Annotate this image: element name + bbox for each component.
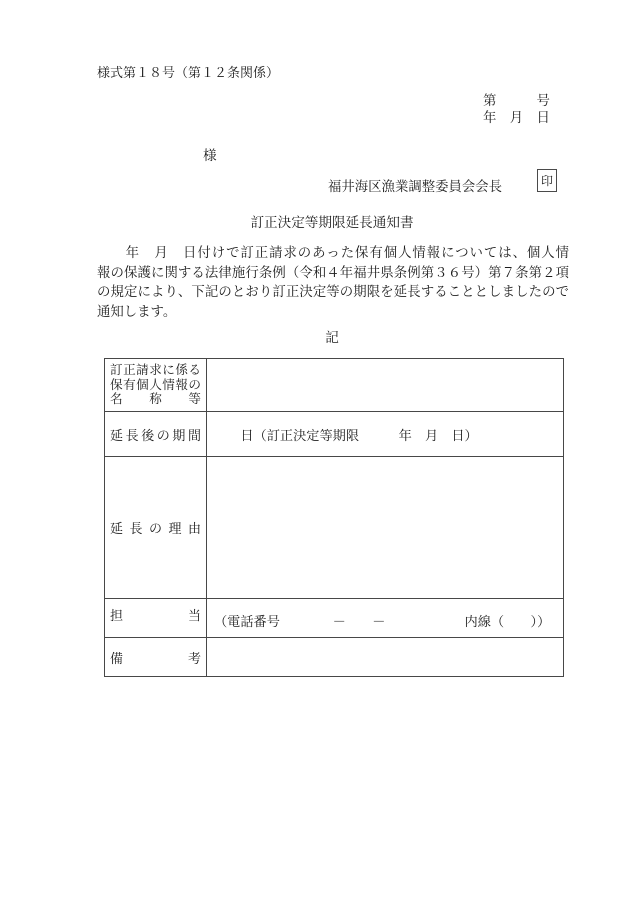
value-cell-extension-reason: [207, 456, 563, 598]
value-cell-extended-period: 日（訂正決定等期限 年 月 日）: [207, 411, 563, 456]
label-cell-extended-period: [105, 411, 207, 456]
body-line-4: 通知します。: [97, 304, 177, 320]
body-paragraph: [97, 243, 569, 322]
value-cell-remarks: [207, 637, 563, 676]
body-line-1: 年 月 日付けで訂正請求のあった保有個人情報については、個人情: [97, 245, 569, 260]
body-line-3: の規定により、下記のとおり訂正決定等の期限を延長することとしましたので: [97, 284, 569, 300]
form-number: 様式第１８号（第１２条関係）: [97, 65, 280, 80]
document-number-line: 第 号: [483, 93, 550, 108]
label-line: 延長後の期間: [110, 427, 201, 443]
label-line: 保有個人情報の: [110, 377, 201, 392]
value-cell-contact-phone: （電話番号 － － 内線（ ））: [207, 598, 563, 637]
label-cell-subject-name: [105, 359, 207, 411]
sender-title: 福井海区漁業調整委員会会長: [328, 179, 503, 194]
label-line: 担当: [110, 608, 201, 623]
record-marker: 記: [325, 330, 339, 345]
seal-stamp-label: 印: [540, 174, 553, 188]
label-line: 延長の理由: [110, 521, 201, 536]
value-cell-subject-name: [207, 359, 563, 411]
label-line: 訂正請求に係る: [110, 363, 201, 377]
label-cell-contact: [105, 598, 207, 637]
seal-box: [537, 169, 557, 192]
label-cell-extension-reason: [105, 456, 207, 598]
issue-date-line: 年 月 日: [483, 110, 550, 125]
label-cell-remarks: [105, 637, 207, 676]
label-line: 備考: [110, 650, 201, 666]
body-line-2: 報の保護に関する法律施行条例（令和４年福井県条例第３６号）第７条第２項: [97, 264, 569, 280]
notice-table: [104, 358, 564, 677]
document-title: 訂正決定等期限延長通知書: [250, 215, 414, 230]
addressee-honorific: 様: [203, 148, 217, 163]
label-line: 名称等: [110, 392, 201, 407]
